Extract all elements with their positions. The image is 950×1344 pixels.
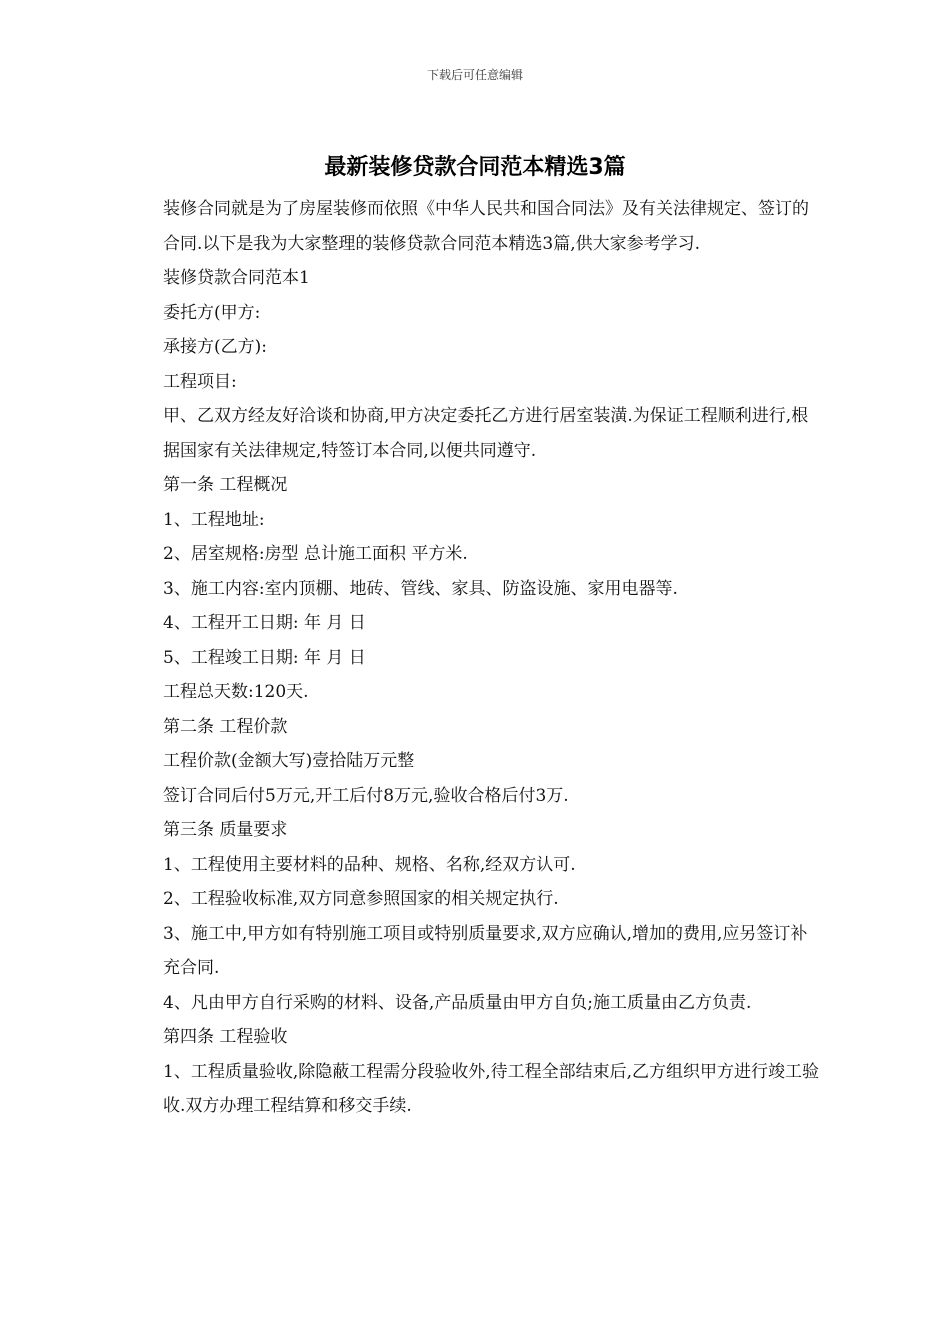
article-3-item-1: 1、工程使用主要材料的品种、规格、名称,经双方认可. <box>163 854 576 875</box>
payment-line: 签订合同后付5万元,开工后付8万元,验收合格后付3万. <box>163 785 569 806</box>
section-heading-contract-1: 装修贷款合同范本1 <box>163 268 310 288</box>
article-4-heading: 第四条 工程验收 <box>163 1027 288 1047</box>
project-line: 工程项目: <box>163 371 237 392</box>
document-title: 最新装修贷款合同范本精选3篇 <box>324 155 626 180</box>
party-a-line: 委托方(甲方: <box>163 302 261 323</box>
total-days-line: 工程总天数:120天. <box>163 682 309 702</box>
article-1-item-1: 1、工程地址: <box>163 509 265 530</box>
article-1-item-4: 4、工程开工日期: 年 月 日 <box>163 613 366 633</box>
article-4-item-1: 1、工程质量验收,除隐蔽工程需分段验收外,待工程全部结束后,乙方组织甲方进行竣工验收.双方办理工程结算和移交手续. <box>163 1061 820 1116</box>
article-3-item-3: 3、施工中,甲方如有特别施工项目或特别质量要求,双方应确认,增加的费用,应另签订补充合同. <box>163 923 808 978</box>
article-3-item-4: 4、凡由甲方自行采购的材料、设备,产品质量由甲方自负;施工质量由乙方负责. <box>163 992 752 1013</box>
article-2-heading: 第二条 工程价款 <box>163 716 288 737</box>
article-1-item-2: 2、居室规格:房型 总计施工面积 平方米. <box>163 544 468 564</box>
article-1-item-3: 3、施工内容:室内顶棚、地砖、管线、家具、防盗设施、家用电器等. <box>163 578 678 599</box>
paragraph-agreement: 甲、乙双方经友好洽谈和协商,甲方决定委托乙方进行居室装潢.为保证工程顺利进行,根据国家有关法律规定,特签订本合同,以便共同遵守. <box>163 406 809 461</box>
party-b-line: 承接方(乙方): <box>163 337 267 357</box>
article-3-item-2: 2、工程验收标准,双方同意参照国家的相关规定执行. <box>163 889 559 909</box>
article-3-heading: 第三条 质量要求 <box>163 820 288 840</box>
document-body <box>145 192 823 1124</box>
article-1-item-5: 5、工程竣工日期: 年 月 日 <box>163 647 366 668</box>
article-1-heading: 第一条 工程概况 <box>163 475 288 495</box>
page-header: 下载后可任意编辑 <box>426 68 523 82</box>
paragraph-intro: 装修合同就是为了房屋装修而依照《中华人民共和国合同法》及有关法律规定、签订的合同.以下是我为大家整理的装修贷款合同范本精选3篇,供大家参考学习. <box>163 199 809 254</box>
price-line: 工程价款(金额大写)壹拾陆万元整 <box>163 751 415 771</box>
